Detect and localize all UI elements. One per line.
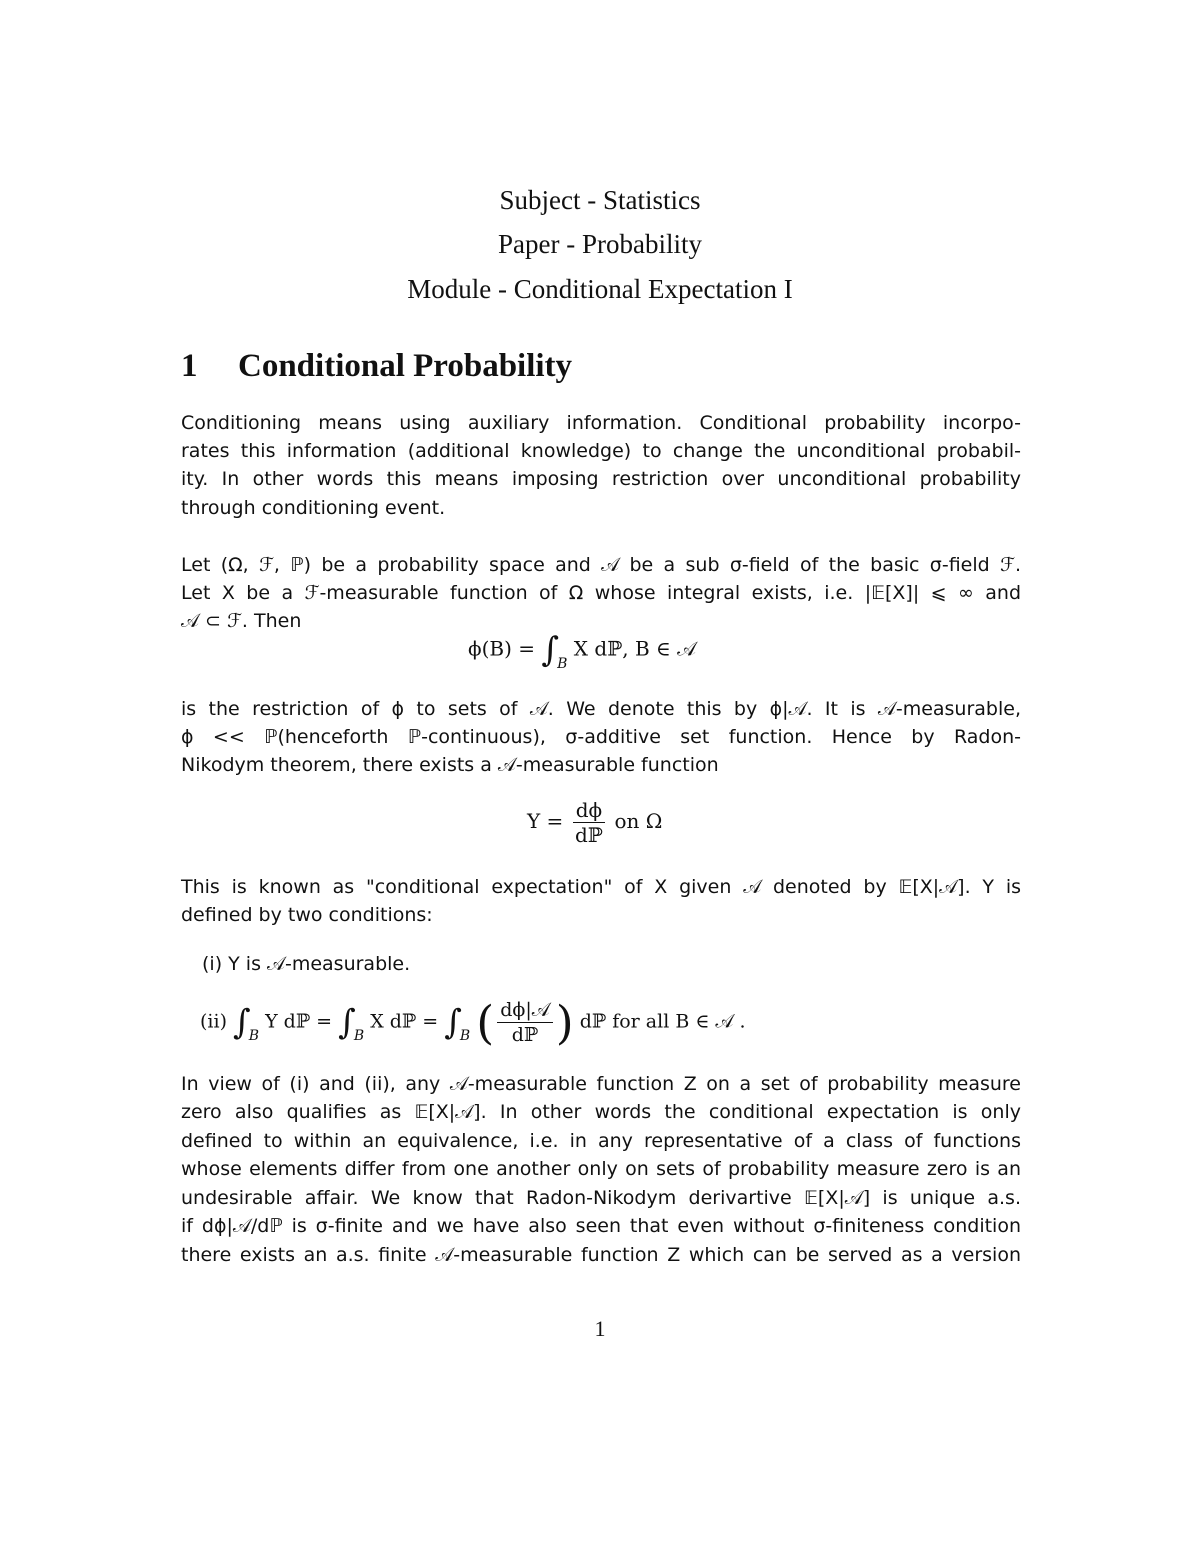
condition-ii: (ii) $\int_B$ Y dℙ = $\int_B$ X dℙ = $\int_B$ ( $\frac{\text{dϕ|𝒜}}{\text{dℙ}}$ ) dℙ for all B ∈ 𝒜 . (200, 995, 746, 1050)
module-line: Module - Conditional Expectation I (407, 274, 793, 304)
subject-line: Subject - Statistics (499, 185, 701, 215)
para5-line: undesirable affair. We know that Radon-Nikodym derivartive 𝔼[X|𝒜] is unique a.s. (181, 1187, 1021, 1209)
section-title: Conditional Probability (238, 348, 573, 384)
para5-line: defined to within an equivalence, i.e. in any representative of a class of functions (181, 1130, 1021, 1152)
equation-radon-nikodym: Y = $\frac{d\phi}{\text{dℙ}}$ on Ω (527, 798, 663, 847)
section-heading (181, 348, 572, 385)
para2-line: 𝒜 ⊂ ℱ. Then (181, 610, 302, 632)
para1-line: through conditioning event. (181, 497, 446, 519)
para3-line: ϕ << ℙ(henceforth ℙ-continuous), σ-additive set function. Hence by Radon- (181, 726, 1021, 748)
page-number: 1 (594, 1316, 606, 1341)
paper-line: Paper - Probability (498, 229, 702, 259)
para4-line: This is known as "conditional expectation" of X given 𝒜 denoted by 𝔼[X|𝒜]. Y is (181, 876, 1021, 898)
para4-line: defined by two conditions: (181, 904, 433, 926)
para5-line: if dϕ|𝒜/dℙ is σ-finite and we have also seen that even without σ-finiteness condition (181, 1215, 1021, 1237)
para3-line: is the restriction of ϕ to sets of 𝒜. We denote this by ϕ|𝒜. It is 𝒜-measurable, (181, 698, 1021, 720)
para1-line: rates this information (additional knowledge) to change the unconditional probabil- (181, 440, 1021, 462)
equation-phi: $\phi(B) = \int_B$ X dℙ, B ∈ 𝒜 (468, 630, 697, 672)
para5-line: zero also qualifies as 𝔼[X|𝒜]. In other words the conditional expectation is only (181, 1101, 1021, 1123)
para5-line: whose elements differ from one another only on sets of probability measure zero is an (181, 1158, 1021, 1180)
fraction: $\frac{d\phi}{\text{dℙ}}$ (573, 798, 605, 847)
para5-line: there exists an a.s. finite 𝒜-measurable function Z which can be served as a version (181, 1244, 1021, 1266)
para3-line: Nikodym theorem, there exists a 𝒜-measurable function (181, 754, 719, 776)
section-number: 1 (181, 348, 198, 384)
condition-i: (i) Y is 𝒜-measurable. (202, 953, 411, 975)
para2-line: Let (Ω, ℱ, ℙ) be a probability space and 𝒜 be a sub σ-field of the basic σ-field ℱ. (181, 554, 1021, 576)
para1-line: ity. In other words this means imposing restriction over unconditional probability (181, 468, 1021, 490)
para5-line: In view of (i) and (ii), any 𝒜-measurable function Z on a set of probability measure (181, 1073, 1021, 1095)
para2-line: Let X be a ℱ-measurable function of Ω whose integral exists, i.e. |𝔼[X]| ⩽ ∞ and (181, 582, 1021, 604)
para1-line: Conditioning means using auxiliary information. Conditional probability incorpo- (181, 412, 1021, 434)
fraction: $\frac{\text{dϕ|𝒜}}{\text{dℙ}}$ (497, 998, 553, 1047)
